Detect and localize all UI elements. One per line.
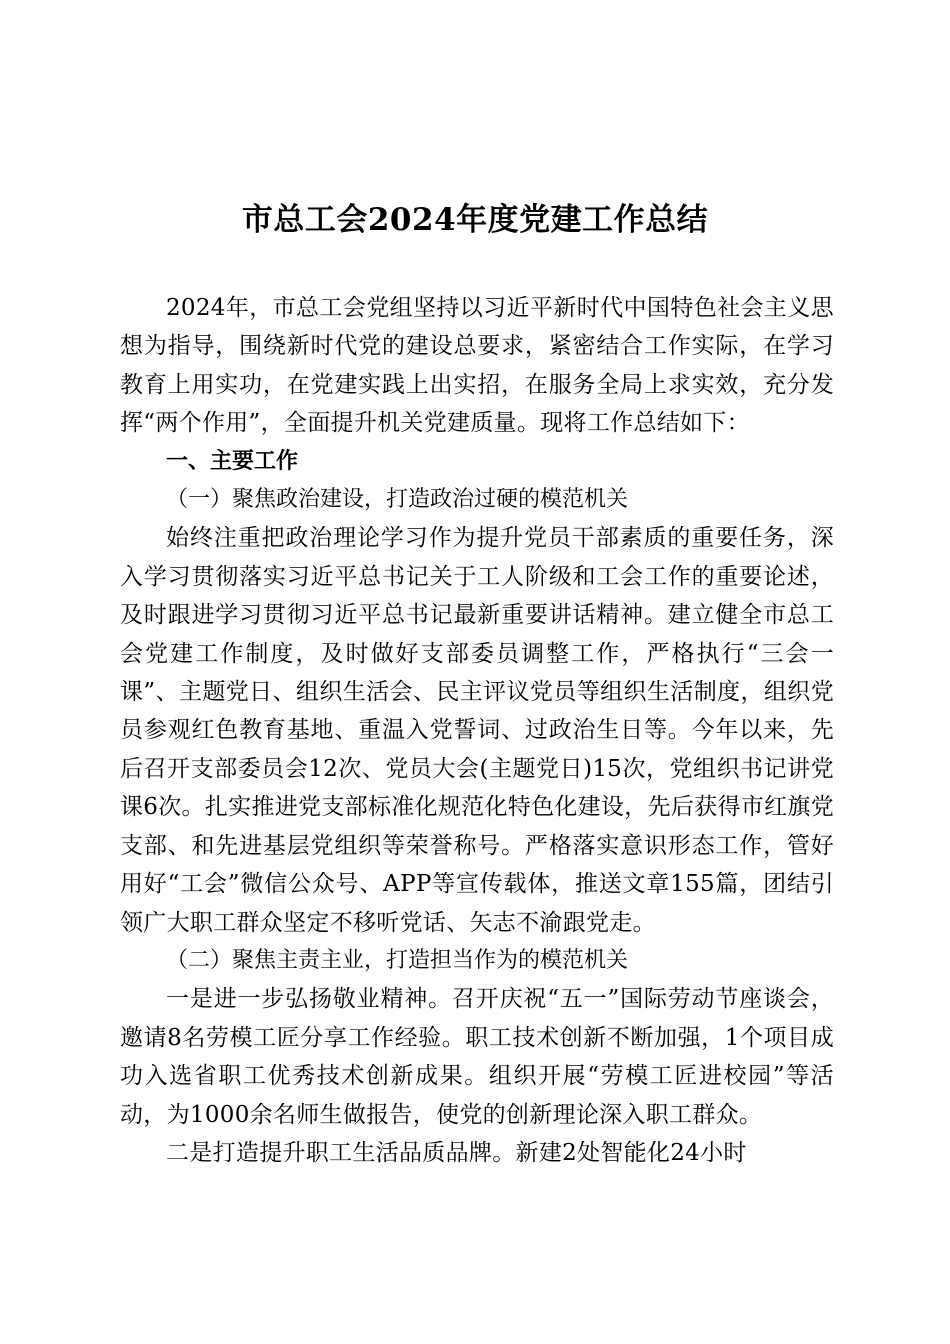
subsection-heading-1: （一）聚焦政治建设，打造政治过硬的模范机关 (166, 487, 629, 513)
section-heading-main-work: 一、主要工作 (166, 448, 299, 474)
document-body (120, 289, 834, 1172)
document-title: 市总工会2024年度党建工作总结 (241, 202, 709, 238)
intro-paragraph: 2024年，市总工会党组坚持以习近平新时代中国特色社会主义思想为指导，围绕新时代党的建设总要求，紧密结合工作实际，在学习教育上用实功，在党建实践上出实招，在服务全局上求实效，充分发挥“两个作用”，全面提升机关党建质量。现将工作总结如下： (120, 295, 834, 437)
work-spirit-paragraph: 一是进一步弘扬敬业精神。召开庆祝“五一”国际劳动节座谈会，邀请8名劳模工匠分享工作经验。职工技术创新不断加强，1个项目成功入选省职工优秀技术创新成果。组织开展“劳模工匠进校园”等活动，为1000余名师生做报告，使党的创新理论深入职工群众。 (120, 986, 834, 1128)
worker-life-paragraph: 二是打造提升职工生活品质品牌。新建2处智能化24小时 (166, 1139, 747, 1166)
subsection-heading-2: （二）聚焦主责主业，打造担当作为的模范机关 (166, 947, 629, 973)
political-building-paragraph: 始终注重把政治理论学习作为提升党员干部素质的重要任务，深入学习贯彻落实习近平总书记关于工人阶级和工会工作的重要论述，及时跟进学习贯彻习近平总书记最新重要讲话精神。建立健全市总工会党建工作制度，及时做好支部委员调整工作，严格执行“三会一课”、主题党日、组织生活会、民主评议党员等组织生活制度，组织党员参观红色教育基地、重温入党誓词、过政治生日等。今年以来，先后召开支部委员会12次、党员大会(主题党日)15次，党组织书记讲党课6次。扎实推进党支部标准化规范化特色化建设，先后获得市红旗党支部、和先进基层党组织等荣誉称号。严格落实意识形态工作，管好用好“工会”微信公众号、APP等宣传载体，推送文章155篇，团结引领广大职工群众坚定不移听党话、矢志不渝跟党走。 (120, 525, 834, 936)
